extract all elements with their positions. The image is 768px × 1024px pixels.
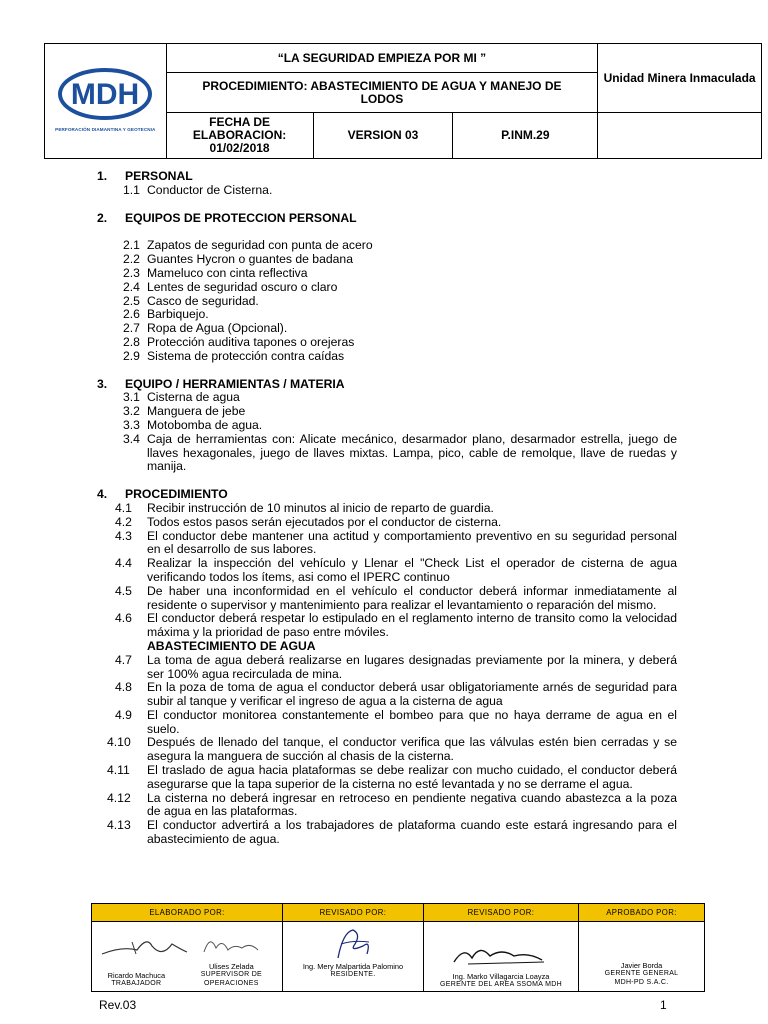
signature-cell-revisado-2 (424, 922, 579, 992)
header-elaborado: ELABORADO POR: (92, 904, 283, 922)
signer-elaborado-1: Ricardo Machuca TRABAJADOR (107, 970, 166, 987)
svg-text:MDH: MDH (71, 77, 140, 111)
header-revisado-2: REVISADO POR: (424, 904, 579, 922)
empty-cell (598, 113, 762, 159)
list-item: 4.2 Todos estos pasos serán ejecutados por el conductor de cisterna. (115, 514, 502, 529)
list-item: 4.10 Después de llenado del tanque, el conductor verifica que las válvulas estén bien cerradas y se asegura la manguera de succión al chasis de la cisterna. (107, 735, 677, 764)
list-item: 2.7 Ropa de Agua (Opcional). (123, 321, 288, 336)
list-item: 3.1 Cisterna de agua (123, 390, 240, 405)
section-heading: 3. EQUIPO / HERRAMIENTAS / MATERIA (97, 376, 345, 391)
list-item: 2.3 Mameluco con cinta reflectiva (123, 265, 308, 280)
list-item: 2.4 Lentes de seguridad oscuro o claro (123, 279, 338, 294)
signature-table (91, 903, 705, 992)
signature-image (92, 924, 282, 962)
list-item: 4.7 La toma de agua deberá realizarse en lugares designadas previamente por la minera, y deberá ser 100% agua recirculada de mina. (115, 652, 677, 681)
list-item: 4.12 La cisterna no deberá ingresar en retroceso en pendiente negativa cuando abastezca a la poza de agua en las plataformas. (107, 790, 677, 819)
list-item: 1.1 Conductor de Cisterna. (123, 182, 273, 197)
list-item: 2.9 Sistema de protección contra caídas (123, 348, 345, 363)
subsection-heading: ABASTECIMIENTO DE AGUA (147, 638, 316, 653)
signature-cell-elaborado (92, 922, 283, 992)
list-item: 2.5 Casco de seguridad. (123, 293, 259, 308)
section-heading: 2. EQUIPOS DE PROTECCION PERSONAL (97, 210, 357, 225)
list-item: 3.2 Manguera de jebe (123, 404, 246, 419)
revision-label: Rev.03 (99, 998, 137, 1012)
signature-cell-revisado-1 (283, 922, 424, 992)
list-item: 2.8 Protección auditiva tapones o orejeras (123, 334, 355, 349)
list-item: 3.4 Caja de herramientas con: Alicate mecánico, desarmador plano, desarmador estrella, juego de llaves hexagonales, juego de llaves mixtas. Lampa, pico, cable de remolque, llave de ruedas y manija. (123, 431, 677, 474)
header-aprobado: APROBADO POR: (579, 904, 705, 922)
list-item: 4.8 En la poza de toma de agua el conductor deberá usar obligatoriamente arnés de seguridad para subir al tanque y verificar el ingreso de agua a la cisterna de agua (115, 680, 677, 709)
signer-revisado-2: Ing. Marko Villagarcia Loayza GERENTE DEL AREA SSOMA MDH (440, 971, 562, 988)
document-header (44, 43, 762, 159)
section-heading: 4. PROCEDIMIENTO (97, 487, 228, 502)
date-label: FECHA DE ELABORACION: (192, 115, 287, 142)
procedure-title: PROCEDIMIENTO: ABASTECIMIENTO DE AGUA Y MANEJO DE LODOS (166, 73, 598, 113)
document-code: P.INM.29 (453, 113, 598, 159)
list-item: 4.6 El conductor deberá respetar lo estipulado en el reglamento interno de transito como la velocidad máxima y la prioridad de paso entre móviles. (115, 611, 677, 640)
list-item: 4.9 El conductor monitorea constantemente el bombeo para que no haya derrame de agua en el suelo. (115, 707, 677, 736)
date-value: 01/02/2018 (209, 141, 270, 155)
signer-elaborado-2: Ulises Zelada SUPERVISOR DE OPERACIONES (200, 962, 263, 987)
slogan: “LA SEGURIDAD EMPIEZA POR MI ” (166, 44, 598, 73)
document-body (97, 170, 677, 847)
list-item: 2.6 Barbiquejo. (123, 307, 209, 322)
list-item: 4.5 De haber una inconformidad en el vehículo el conductor deberá informar inmediatamente al residente o supervisor y mantenimiento para realizar el levantamiento o reparación del mismo. (115, 583, 677, 612)
list-item: 4.4 Realizar la inspección del vehículo y Llenar el "Check List el operador de cisterna de agua verificando todos los ítems, asi como el IPERC continuo (115, 556, 677, 584)
mining-unit: Unidad Minera Inmaculada (598, 44, 762, 113)
company-logo (57, 67, 153, 121)
list-item: 4.13 El conductor advertirá a los trabajadores de plataforma cuando este estará ingresando para el abastecimiento de agua. (107, 818, 677, 847)
signature-image (283, 924, 423, 962)
signer-aprobado: Javier Borda GERENTE GENERAL MDH-PD S.A.C. (604, 961, 679, 986)
header-revisado-1: REVISADO POR: (283, 904, 424, 922)
list-item: 3.3 Motobomba de agua. (123, 417, 263, 432)
date-cell (166, 113, 313, 159)
signature-cell-aprobado (579, 922, 705, 992)
logo-subtext: PERFORACIÓN DIAMANTINA Y GEOTECNIA (55, 126, 156, 132)
section-heading: 1. PERSONAL (97, 169, 193, 183)
signature-image (424, 934, 578, 972)
list-item: 2.2 Guantes Hycron o guantes de badana (123, 252, 353, 267)
list-item: 4.3 El conductor debe mantener una actitud y comportamiento preventivo en su seguridad personal en el desarrollo de sus labores. (115, 528, 677, 557)
version: VERSION 03 (313, 113, 453, 159)
signer-revisado-1: Ing. Mery Malpartida Palomino RESIDENTE. (302, 961, 404, 978)
list-item: 4.11 El traslado de agua hacia plataformas se debe realizar con mucho cuidado, el conductor deberá asegurarse que la tapa superior de la cisterna no esté levantada y no se derrame el agua. (107, 763, 677, 791)
list-item: 2.1 Zapatos de seguridad con punta de acero (123, 238, 373, 253)
logo-cell (45, 44, 167, 159)
list-item: 4.1 Recibir instrucción de 10 minutos al inicio de reparto de guardia. (115, 500, 494, 515)
page-number: 1 (660, 998, 667, 1012)
